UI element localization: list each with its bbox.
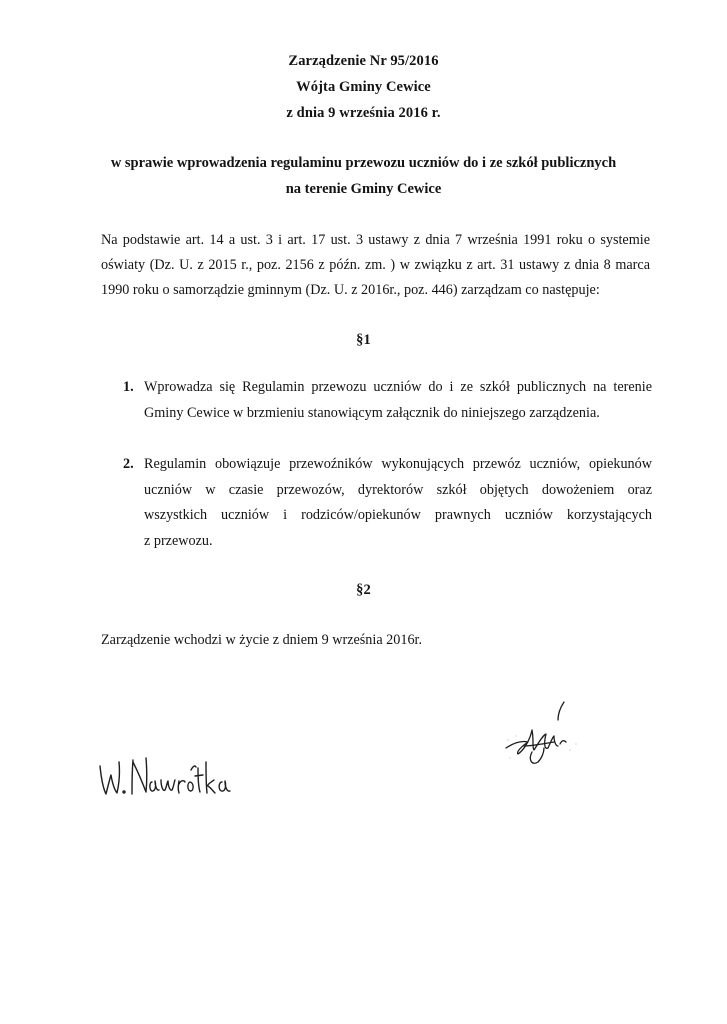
section-2-text: Zarządzenie wchodzi w życie z dniem 9 września 2016r. bbox=[101, 632, 423, 648]
list-item-2-line-2: uczniów w czasie przewozów, dyrektorów szkół objętych dowożeniem oraz bbox=[144, 482, 652, 498]
left-signature bbox=[96, 748, 246, 800]
preamble-line-1: Na podstawie art. 14 a ust. 3 i art. 17 ust. 3 ustawy z dnia 7 września 1991 roku o systemie bbox=[101, 232, 650, 248]
preamble-line-3: 1990 roku o samorządzie gminnym (Dz. U. z 2016r., poz. 446) zarządzam co następuje: bbox=[101, 282, 600, 298]
list-item-1-number: 1. bbox=[123, 379, 134, 395]
preamble-line-2: oświaty (Dz. U. z 2015 r., poz. 2156 z późn. zm. ) w związku z art. 31 ustawy z dnia 8 marca bbox=[101, 257, 650, 273]
subject-line-2: na terenie Gminy Cewice bbox=[285, 181, 442, 197]
section-1-heading: §1 bbox=[356, 332, 371, 348]
subject-line-1: w sprawie wprowadzenia regulaminu przewozu uczniów do i ze szkół publicznych bbox=[110, 155, 617, 171]
document-title: Zarządzenie Nr 95/2016 bbox=[288, 53, 439, 69]
list-item-2-line-4: z przewozu. bbox=[144, 533, 213, 549]
document-issuer: Wójta Gminy Cewice bbox=[296, 79, 431, 95]
section-2-heading: §2 bbox=[356, 582, 371, 598]
list-item-2-line-3: wszystkich uczniów i rodziców/opiekunów prawnych uczniów korzystających bbox=[144, 507, 652, 523]
list-item-1-line-1: Wprowadza się Regulamin przewozu uczniów do i ze szkół publicznych na terenie bbox=[144, 379, 652, 395]
list-item-2-line-1: Regulamin obowiązuje przewoźników wykonujących przewóz uczniów, opiekunów bbox=[144, 456, 652, 472]
list-item-1-line-2: Gminy Cewice w brzmieniu stanowiącym załącznik do niniejszego zarządzenia. bbox=[144, 405, 600, 421]
list-item-2-number: 2. bbox=[123, 456, 134, 472]
document-date: z dnia 9 września 2016 r. bbox=[286, 105, 441, 121]
right-signature bbox=[498, 700, 588, 776]
